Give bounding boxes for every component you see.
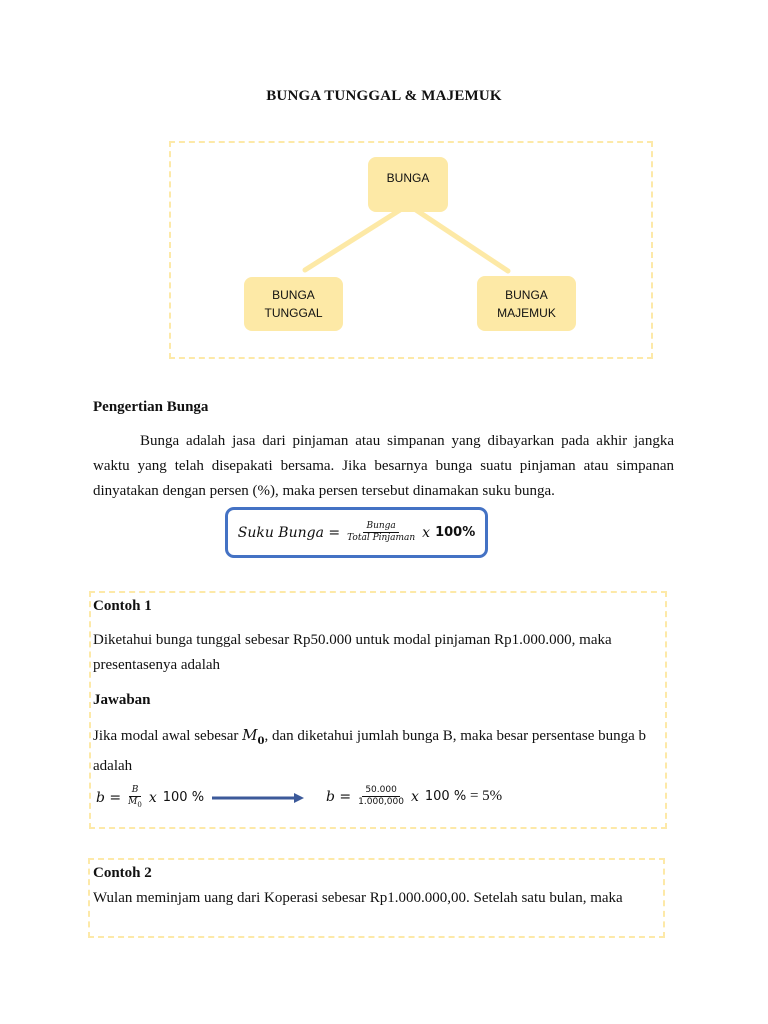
f2-value: 100 % bbox=[424, 789, 467, 804]
example-2-heading: Contoh 2 bbox=[93, 865, 152, 881]
example-1-text: Diketahui bunga tunggal sebesar Rp50.000 untuk modal pinjaman Rp1.000.000, maka presentasenya adalah bbox=[93, 632, 612, 673]
connector-right bbox=[416, 210, 508, 271]
f1-value: 100 % bbox=[162, 790, 205, 806]
formula-lhs: Suku Bunga = bbox=[237, 524, 341, 541]
f1-times: x bbox=[148, 789, 157, 806]
formula-times: x bbox=[422, 524, 431, 541]
diagram-node-bunga-tunggal: BUNGA TUNGGAL bbox=[244, 277, 343, 331]
example-1-answer-heading: Jawaban bbox=[93, 692, 151, 708]
f2-numerator: 50.000 bbox=[362, 785, 400, 797]
formula-value: 100% bbox=[435, 525, 476, 540]
arrow-icon bbox=[210, 791, 306, 805]
page-title: BUNGA TUNGGAL & MAJEMUK bbox=[266, 88, 502, 104]
example-1-formula-general bbox=[96, 785, 204, 811]
answer-var-sub: 0 bbox=[257, 736, 265, 747]
answer-var bbox=[242, 726, 265, 747]
f1-lhs: b = bbox=[96, 789, 122, 806]
f2-fraction bbox=[355, 785, 407, 808]
connector-left bbox=[305, 210, 400, 270]
formula-denominator: Total Pinjaman bbox=[347, 533, 416, 543]
example-1-formula-calculation bbox=[326, 785, 502, 808]
formula-fraction bbox=[344, 521, 418, 544]
example-1-answer-text bbox=[93, 723, 665, 779]
diagram-node-bunga-majemuk: BUNGA MAJEMUK bbox=[477, 276, 576, 331]
answer-var-letter: M bbox=[242, 726, 258, 744]
f2-lhs: b = bbox=[326, 788, 352, 805]
section-heading: Pengertian Bunga bbox=[93, 399, 209, 415]
f1-fraction bbox=[125, 785, 145, 811]
f2-denominator: 1.000,000 bbox=[358, 797, 404, 807]
f2-result: = 5% bbox=[466, 788, 503, 804]
suku-bunga-formula bbox=[225, 507, 488, 558]
f1-denominator bbox=[125, 797, 145, 811]
diagram-node-bunga: BUNGA bbox=[368, 157, 448, 212]
f1-den-sub: 0 bbox=[137, 800, 142, 809]
f1-den-letter: M bbox=[128, 797, 138, 807]
answer-text-before: Jika modal awal sebesar bbox=[93, 728, 243, 744]
example-2-text: Wulan meminjam uang dari Koperasi sebesar Rp1.000.000,00. Setelah satu bulan, maka bbox=[93, 890, 623, 906]
formula-numerator: Bunga bbox=[363, 521, 398, 533]
answer-text-after: , dan diketahui jumlah bunga B, maka besar persentase bunga b adalah bbox=[93, 728, 647, 774]
f1-numerator: B bbox=[129, 785, 142, 797]
section-paragraph: Bunga adalah jasa dari pinjaman atau simpanan yang dibayarkan pada akhir jangka waktu yang telah disepakati bersama. Jika besarnya bunga suatu pinjaman atau simpanan dinyatakan dengan persen (%), maka persen tersebut dinamakan suku bunga. bbox=[93, 433, 674, 499]
example-1-heading: Contoh 1 bbox=[93, 598, 152, 614]
f2-times: x bbox=[410, 788, 419, 805]
